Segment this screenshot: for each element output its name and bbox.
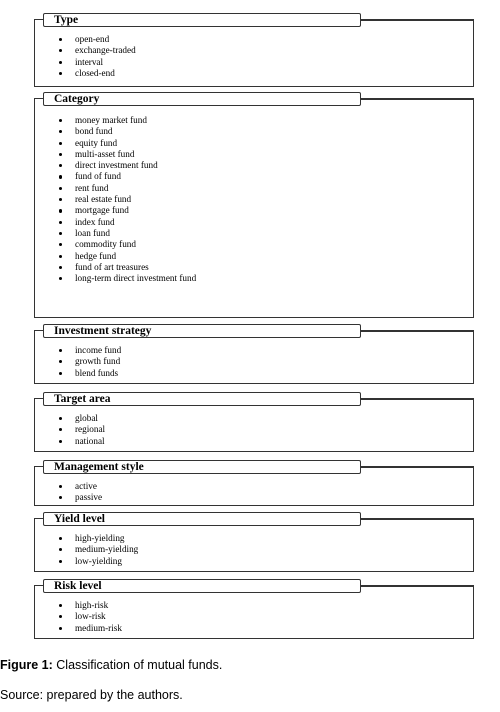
panel-yield-level <box>34 513 474 572</box>
panel-investment-strategy-title: Investment strategy <box>43 324 361 338</box>
list-item: exchange-traded <box>57 45 136 56</box>
panel-category <box>34 93 474 318</box>
figure-label: Figure 1: <box>0 658 53 672</box>
list-item: fund of fund <box>57 171 196 182</box>
panel-type <box>34 14 474 87</box>
list-item: closed-end <box>57 68 136 79</box>
figure-caption-text: Classification of mutual funds. <box>52 658 223 672</box>
list-item: active <box>57 481 102 492</box>
list-item: loan fund <box>57 228 196 239</box>
list-item: commodity fund <box>57 239 196 250</box>
list-item: medium-risk <box>57 623 122 634</box>
panel-category-list <box>57 115 196 284</box>
list-item: high-risk <box>57 600 122 611</box>
list-item: low-risk <box>57 611 122 622</box>
list-item: money market fund <box>57 115 196 126</box>
panel-risk-level <box>34 580 474 639</box>
list-item: global <box>57 413 105 424</box>
list-item: medium-yielding <box>57 544 138 555</box>
figure-caption <box>0 658 222 672</box>
figure-source: Source: prepared by the authors. <box>0 688 183 702</box>
panel-target-area-list <box>57 413 105 447</box>
list-item: national <box>57 436 105 447</box>
list-item: growth fund <box>57 356 121 367</box>
list-item: passive <box>57 492 102 503</box>
panel-category-title: Category <box>43 92 361 106</box>
panel-investment-strategy <box>34 325 474 384</box>
panel-type-title: Type <box>43 13 361 27</box>
list-item: interval <box>57 57 136 68</box>
panel-type-list <box>57 34 136 79</box>
panel-investment-strategy-list <box>57 345 121 379</box>
list-item: long-term direct investment fund <box>57 273 196 284</box>
list-item: index fund <box>57 217 196 228</box>
list-item: blend funds <box>57 368 121 379</box>
list-item: mortgage fund <box>57 205 196 216</box>
panel-risk-level-title: Risk level <box>43 579 361 593</box>
panel-yield-level-title: Yield level <box>43 512 361 526</box>
list-item: high-yielding <box>57 533 138 544</box>
list-item: equity fund <box>57 138 196 149</box>
list-item: regional <box>57 424 105 435</box>
list-item: income fund <box>57 345 121 356</box>
list-item: multi-asset fund <box>57 149 196 160</box>
list-item: open-end <box>57 34 136 45</box>
panel-management-style <box>34 461 474 506</box>
panel-target-area <box>34 393 474 452</box>
panel-yield-level-list <box>57 533 138 567</box>
list-item: real estate fund <box>57 194 196 205</box>
list-item: hedge fund <box>57 251 196 262</box>
list-item: low-yielding <box>57 556 138 567</box>
panel-target-area-title: Target area <box>43 392 361 406</box>
list-item: bond fund <box>57 126 196 137</box>
panel-risk-level-list <box>57 600 122 634</box>
list-item: fund of art treasures <box>57 262 196 273</box>
list-item: rent fund <box>57 183 196 194</box>
panel-management-style-title: Management style <box>43 460 361 474</box>
list-item: direct investment fund <box>57 160 196 171</box>
panel-management-style-list <box>57 481 102 504</box>
